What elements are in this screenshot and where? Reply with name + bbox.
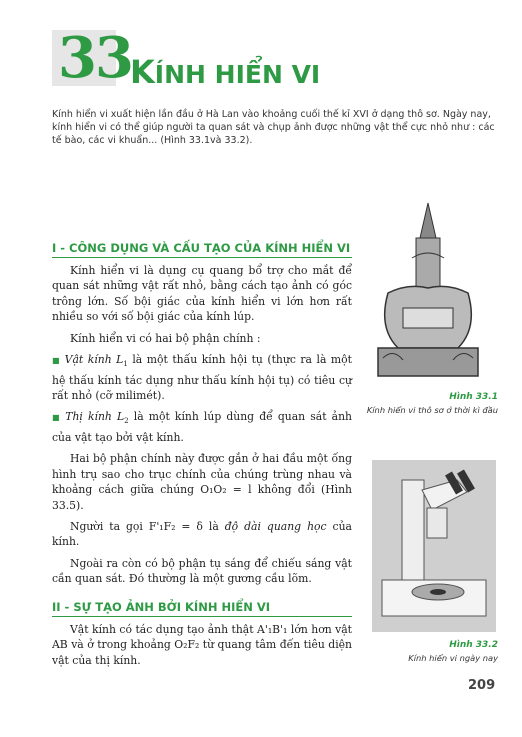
bullet-icon: ■ [52,413,62,423]
eyepiece-text: là một kính lúp dùng để quan sát ảnh của vật tạo bởi vật kính. [52,410,353,444]
paragraph-2: Kính hiển vi có hai bộ phận chính : [70,331,261,345]
eyepiece-sub: 2 [124,417,129,426]
figure-1-title: Hình 33.1 [449,392,498,402]
figure-2-title: Hình 33.2 [449,640,498,650]
intro-paragraph: Kính hiển vi xuất hiện lần đầu ở Hà Lan vào khoảng cuối thế kỉ XVI ở dạng thô sơ. Ngày nay, kính hiển vi có thể giúp người ta quan sát và chụp ảnh được những vật thể cực nhỏ như : các tế bào, các vi khuẩn... (Hình 33.1và 33.2). [52,109,495,146]
p4-a: Người ta gọi F'₁F₂ = δ là [70,520,225,533]
section-heading-1: I - CÔNG DỤNG VÀ CẤU TẠO CỦA KÍNH HIỂN VI [52,241,352,258]
section-2-body [52,622,352,674]
chapter-title-cap: K [130,53,155,91]
objective-sub: 1 [123,360,128,369]
paragraph-4 [52,519,352,550]
chapter-title [130,53,321,91]
figure-2-caption: Kính hiển vi ngày nay [408,653,498,663]
chapter-number: 33 [58,25,132,91]
objective-text: là một thấu kính hội tụ (thực ra là một hệ thấu kính tác dụng như thấu kính hội tụ) có tiêu cự rất nhỏ (cỡ milimét). [52,353,353,402]
p4-b: của kính. [52,520,352,549]
bullet-icon: ■ [52,356,61,366]
section-1-body [52,263,352,593]
chapter-title-rest: ÍNH HIỂN VI [154,60,321,89]
paragraph-5: Ngoài ra còn có bộ phận tụ sáng để chiếu sáng vật cần quan sát. Đó thường là một gương cầu lõm. [52,556,352,586]
paragraph-3: Hai bộ phận chính này được gắn ở hai đầu một ống hình trụ sao cho trục chính của chúng trùng nhau và khoảng cách giữa chúng O₁O₂ = l không đổi (Hình 33.5). [52,452,352,512]
old-microscope-image [368,198,488,388]
page-number: 209 [468,678,496,693]
objective-term: Vật kính L [64,353,124,367]
section-heading-2: II - SỰ TẠO ẢNH BỞI KÍNH HIỂN VI [52,600,352,617]
paragraph-1: Kính hiển vi là dụng cụ quang bổ trợ cho mắt để quan sát những vật rất nhỏ, bằng cách tạo ảnh có góc trông lớn. Số bội giác của kính hiển vi lớn hơn rất nhiều so với số bội giác của kính lúp. [52,264,352,324]
modern-microscope-image [372,460,496,632]
bullet-eyepiece [52,409,352,445]
paragraph-6: Vật kính có tác dụng tạo ảnh thật A'₁B'₁ lớn hơn vật AB và ở trong khoảng O₂F₂ từ quang tâm đến tiêu diện vật của thị kính. [52,623,352,667]
optical-length-term: độ dài quang học [224,520,327,533]
figure-1-caption: Kính hiển vi thô sơ ở thời kì đầu [366,405,498,415]
eyepiece-term: Thị kính L [65,410,125,424]
bullet-objective [52,352,352,403]
